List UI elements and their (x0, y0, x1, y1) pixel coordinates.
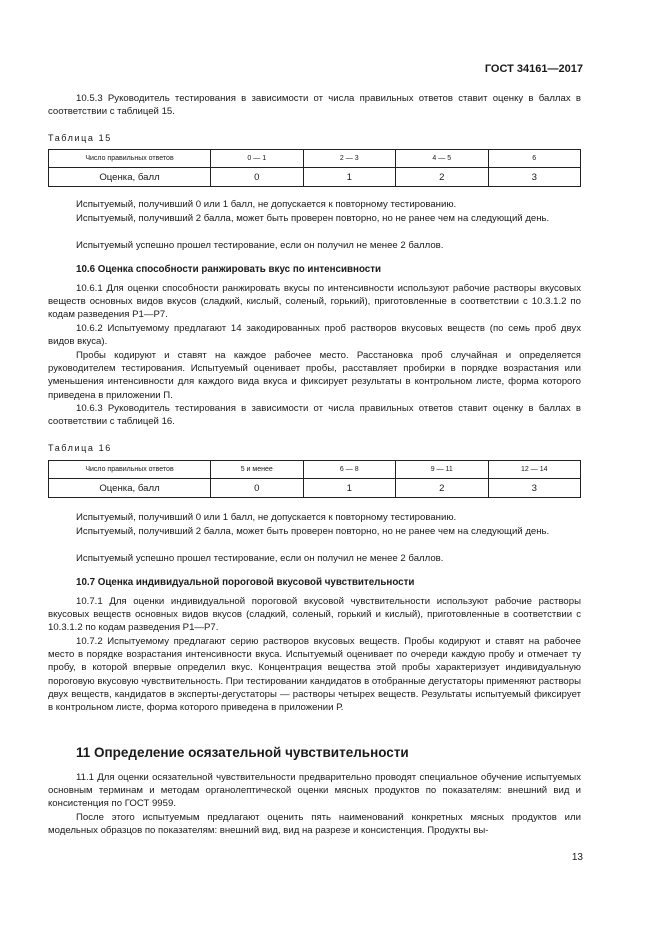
paragraph-10-6-2-b: Пробы кодируют и ставят на каждое рабочее место. Расстановка проб случайная и определяется руководителем тестирования. Испытуемый оценивает пробы, расставляет пробирки в порядке возрастания или уменьшения интенсивности для каждого вида вкуса и фиксирует результаты в контрольном листе, форма которого приведена в приложении П. (48, 350, 581, 401)
table-row (49, 150, 581, 168)
paragraph-11-1: 11.1 Для оценки осязательной чувствительности предварительно проводят специальное обучение испытуемых основным терминам и методам органолептической оценки мясных продуктов по показателям: внешний вид и консистенция по ГОСТ 9959. (48, 772, 581, 810)
table-16-caption: Таблица 16 (48, 443, 112, 453)
table-cell: 0 — 1 (211, 150, 304, 168)
table-15-caption: Таблица 15 (48, 133, 112, 143)
table-cell: 3 (488, 168, 581, 187)
note-16-3: Испытуемый успешно прошел тестирование, если он получил не менее 2 баллов. (76, 553, 444, 564)
table-cell: 6 (488, 150, 581, 168)
table-cell: 12 — 14 (488, 461, 581, 479)
note-15-2: Испытуемый, получивший 2 балла, может быть проверен повторно, но не ранее чем на следующий день. (76, 213, 550, 224)
section-11-heading: 11 Определение осязательной чувствительности (76, 745, 409, 760)
standard-header: ГОСТ 34161—2017 (484, 63, 583, 75)
table-cell: Число правильных ответов (49, 150, 211, 168)
table-15 (48, 149, 581, 187)
table-16 (48, 460, 581, 498)
note-16-1: Испытуемый, получивший 0 или 1 балл, не допускается к повторному тестированию. (76, 512, 457, 523)
note-15-3: Испытуемый успешно прошел тестирование, если он получил не менее 2 баллов. (76, 240, 444, 251)
table-cell: 0 (211, 168, 304, 187)
paragraph-11-1-b: После этого испытуемым предлагают оценить пять наименований конкретных мясных продуктов или модельных образцов по показателям: внешний вид, вид на разрезе и консистенция. Продукты вы- (48, 812, 581, 837)
table-cell: 9 — 11 (396, 461, 489, 479)
table-cell: Число правильных ответов (49, 461, 211, 479)
table-cell: 1 (303, 479, 396, 498)
table-cell: 2 (396, 479, 489, 498)
paragraph-10-7-2: 10.7.2 Испытуемому предлагают серию растворов вкусовых веществ. Пробы кодируют и ставят на рабочее место в порядке возрастания интенсивности вкуса. Испытуемый оценивает по очереди каждую пробу и отмечает ту пробу, в которой впервые определил вкус. Концентрация вещества этой пробы характеризует индивидуальную пороговую вкусовую чувствительность. При тестировании кандидатов в отобранные дегустаторы применяют растворы двух веществ, кандидатов в эксперты-дегустаторы — растворы четырех веществ. Результаты испытуемый фиксирует в контрольном листе, форма которого приведена в приложении Р. (48, 636, 581, 714)
table-row (49, 168, 581, 187)
page-number: 13 (571, 852, 583, 863)
table-cell: 2 — 3 (303, 150, 396, 168)
table-row (49, 461, 581, 479)
section-10-6-heading: 10.6 Оценка способности ранжировать вкус по интенсивности (76, 264, 382, 275)
table-cell: 1 (303, 168, 396, 187)
section-10-7-heading: 10.7 Оценка индивидуальной пороговой вкусовой чувствительности (76, 577, 415, 588)
table-cell: 6 — 8 (303, 461, 396, 479)
paragraph-10-7-1: 10.7.1 Для оценки индивидуальной пороговой вкусовой чувствительности используют рабочие растворы вкусовых веществ основных видов вкусов (сладкий, соленый, горький и кислый), приготовленные в соответствии с 10.3.1.2 по кодам разведения Р1—Р7. (48, 596, 581, 634)
paragraph-10-6-3: 10.6.3 Руководитель тестирования в зависимости от числа правильных ответов ставит оценку в баллах в соответствии с таблицей 16. (48, 403, 581, 428)
note-15-1: Испытуемый, получивший 0 или 1 балл, не допускается к повторному тестированию. (76, 199, 457, 210)
table-cell: 3 (488, 479, 581, 498)
table-row (49, 479, 581, 498)
paragraph-10-6-2: 10.6.2 Испытуемому предлагают 14 закодированных проб растворов вкусовых веществ (по семь проб двух видов вкуса). (48, 323, 581, 348)
table-cell: 4 — 5 (396, 150, 489, 168)
paragraph-10-5-3: 10.5.3 Руководитель тестирования в зависимости от числа правильных ответов ставит оценку в баллах в соответствии с таблицей 15. (48, 93, 581, 118)
paragraph-10-6-1: 10.6.1 Для оценки способности ранжировать вкусы по интенсивности используют рабочие растворы вкусовых веществ основных видов вкусов (сладкий, кислый, соленый, горький), приготовленные в соответствии с 10.3.1.2 по кодам разведения Р1—Р7. (48, 283, 581, 321)
table-cell: 2 (396, 168, 489, 187)
table-cell: Оценка, балл (49, 479, 211, 498)
table-cell: Оценка, балл (49, 168, 211, 187)
note-16-2: Испытуемый, получивший 2 балла, может быть проверен повторно, но не ранее чем на следующий день. (76, 526, 550, 537)
table-cell: 0 (211, 479, 304, 498)
table-cell: 5 и менее (211, 461, 304, 479)
